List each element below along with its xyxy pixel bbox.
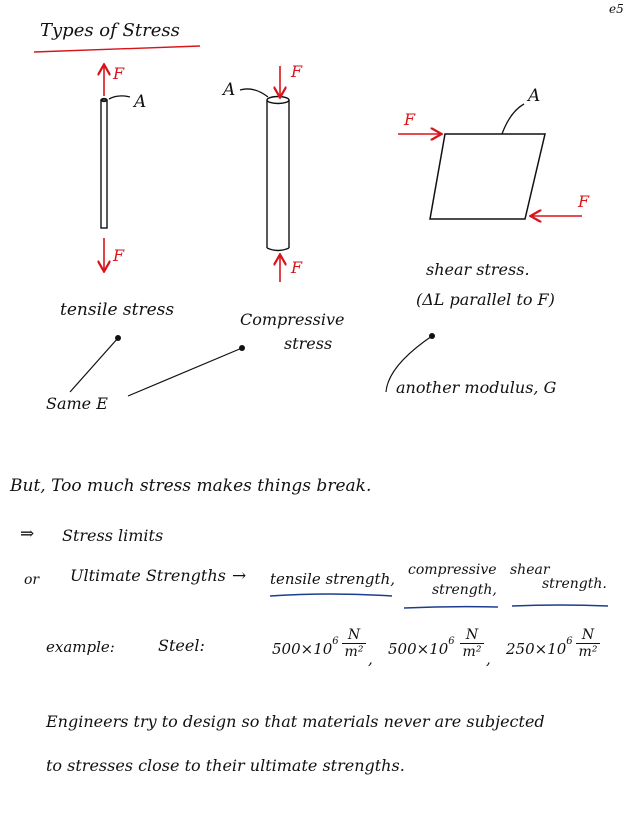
- ultimate-strengths-label: Ultimate Strengths: [70, 566, 226, 585]
- compressive-stress-label-line2: stress: [284, 334, 333, 353]
- compressive-strength-label-line1: compressive: [408, 562, 497, 578]
- another-modulus-label: another modulus, G: [396, 378, 557, 397]
- tensile-stress-label: tensile stress: [60, 300, 175, 320]
- shear-stress-label-line2: (ΔL parallel to F): [416, 290, 555, 309]
- shear-stress-label-line1: shear stress.: [426, 260, 530, 279]
- shear-strength-underline: [512, 605, 608, 606]
- shear-force-top-label: F: [404, 110, 416, 129]
- right-arrow: →: [232, 566, 247, 586]
- shear-block: [430, 134, 545, 219]
- tensile-rod: [101, 99, 107, 229]
- tensile-strength-value: $500\times 10^6$: [272, 636, 339, 658]
- compressive-column: [267, 97, 289, 251]
- same-e-pointer-tensile: [70, 338, 118, 392]
- value-separator-2: ,: [486, 650, 491, 668]
- compressive-strength-underline: [404, 607, 498, 608]
- shear-strength-label-line1: shear: [510, 562, 550, 578]
- engineers-line-1: Engineers try to design so that materials never are subjected: [46, 712, 545, 731]
- tensile-strength-underline: [270, 594, 392, 596]
- shear-area-label: A: [528, 86, 541, 106]
- engineers-line-2: to stresses close to their ultimate strengths.: [46, 756, 405, 775]
- shear-strength-label-line2: strength.: [542, 576, 607, 592]
- compressive-strength-unit: N m²: [460, 628, 484, 659]
- shear-strength-unit: N m²: [576, 628, 600, 659]
- compressive-force-bottom-label: F: [291, 258, 303, 277]
- page-number: e5: [609, 2, 624, 16]
- stress-limits-label: Stress limits: [62, 526, 164, 545]
- same-e-label: Same E: [46, 394, 108, 413]
- tensile-area-leader: [109, 96, 130, 99]
- or-label: or: [24, 572, 40, 588]
- tensile-force-bottom-label: F: [113, 246, 125, 265]
- compressive-strength-value: $500\times 10^6$: [388, 636, 455, 658]
- compressive-area-leader: [240, 89, 268, 97]
- tensile-strength-unit: N m²: [342, 628, 366, 659]
- compressive-strength-label-line2: strength,: [432, 582, 497, 598]
- tensile-area-label: A: [134, 92, 147, 112]
- compressive-stress-label-line1: Compressive: [240, 310, 345, 329]
- page-title: Types of Stress: [40, 20, 180, 41]
- but-too-much-stress-line: But, Too much stress makes things break.: [10, 476, 372, 496]
- steel-label: Steel:: [158, 636, 205, 655]
- implies-arrow: ⇒: [20, 524, 35, 544]
- compressive-area-label: A: [223, 80, 236, 100]
- value-separator-1: ,: [368, 650, 373, 668]
- title-underline: [34, 46, 200, 52]
- shear-force-bottom-label: F: [578, 192, 590, 211]
- compressive-force-top-label: F: [291, 62, 303, 81]
- same-e-pointer-compressive: [128, 348, 242, 396]
- tensile-force-top-label: F: [113, 64, 125, 83]
- shear-area-leader: [502, 104, 524, 134]
- example-label: example:: [46, 638, 115, 656]
- shear-strength-value: $250\times 10^6$: [506, 636, 573, 658]
- tensile-strength-label: tensile strength,: [270, 570, 395, 588]
